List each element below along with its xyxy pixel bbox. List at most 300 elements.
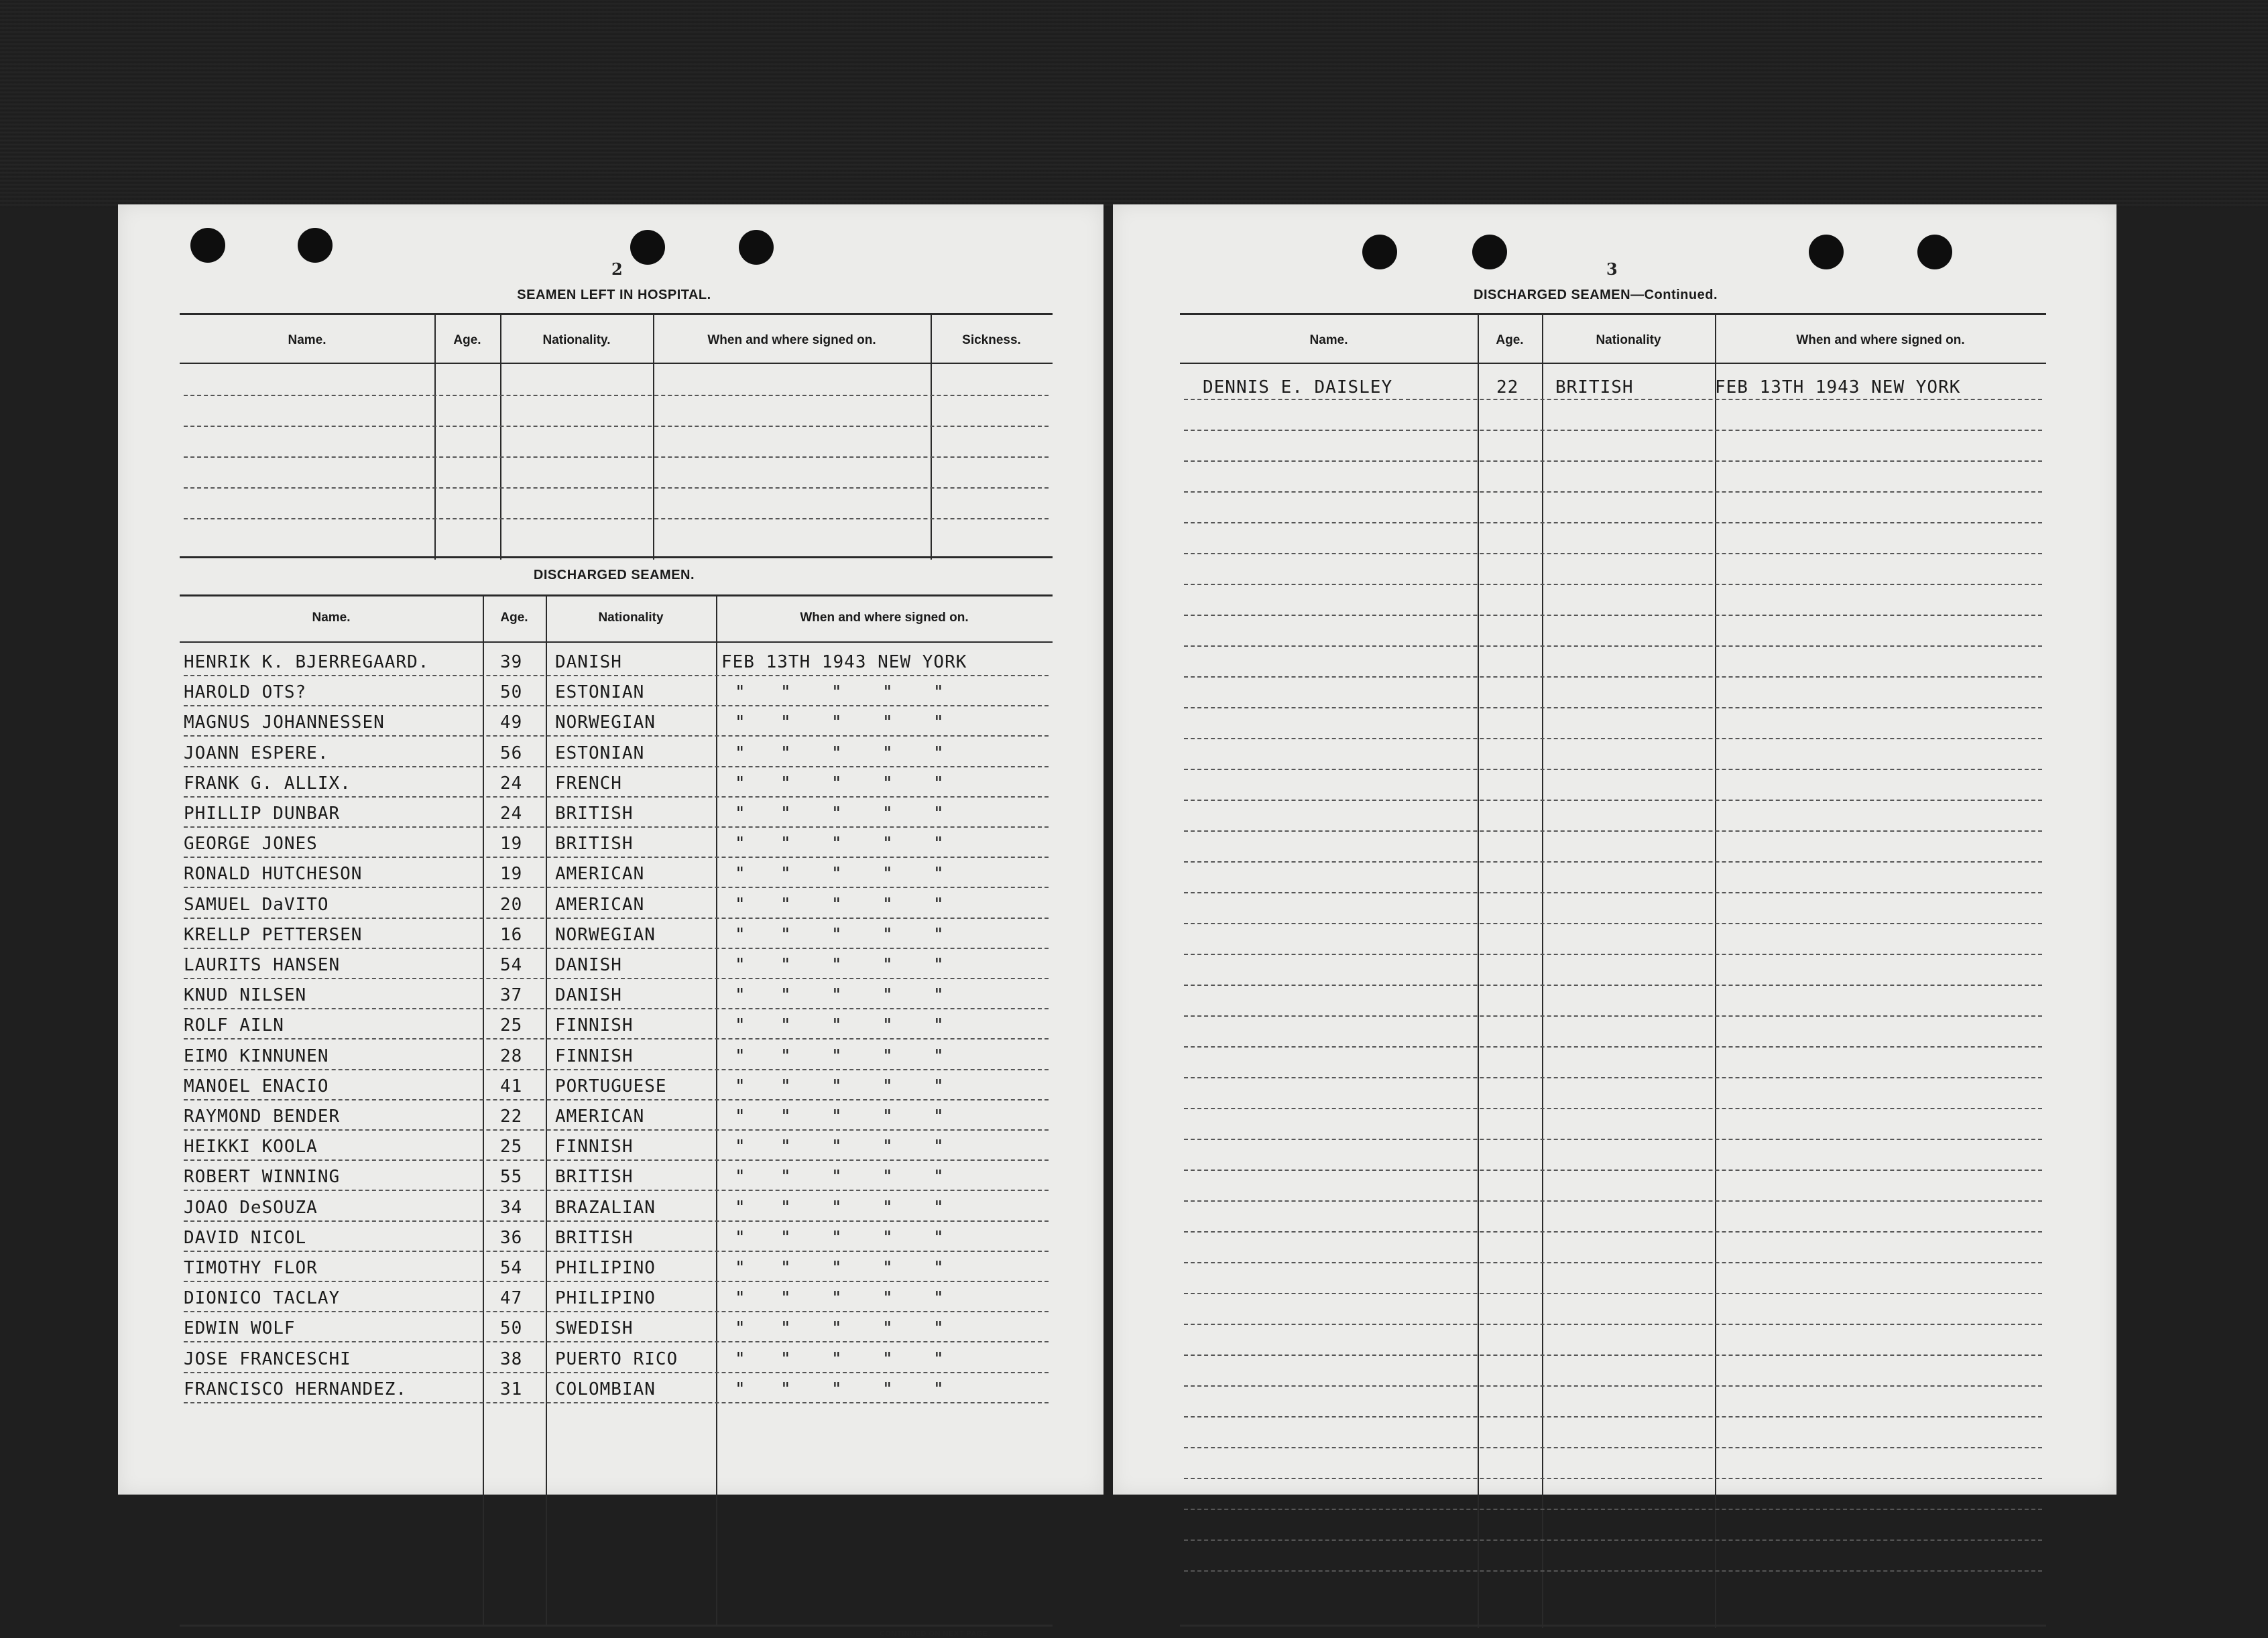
ditto-mark: " xyxy=(933,773,944,794)
ditto-mark: " xyxy=(780,773,791,794)
seaman-name: PHILLIP DUNBAR xyxy=(184,804,341,824)
ditto-mark: " xyxy=(882,773,893,794)
blank-row xyxy=(1184,399,2042,400)
ditto-mark: " xyxy=(933,925,944,945)
seaman-nationality: FINNISH xyxy=(555,1015,634,1035)
ditto-mark: " xyxy=(831,1107,842,1127)
ditto-mark: " xyxy=(933,834,944,854)
column-divider xyxy=(546,594,547,1625)
seaman-nationality: FINNISH xyxy=(555,1137,634,1157)
seaman-name: JOAO DeSOUZA xyxy=(184,1198,318,1218)
ditto-mark: " xyxy=(933,1318,944,1338)
punch-hole xyxy=(1362,235,1397,269)
ditto-mark: " xyxy=(831,1046,842,1066)
blank-row xyxy=(1184,1262,2042,1263)
row-rule xyxy=(184,918,1049,919)
ditto-mark: " xyxy=(735,1046,745,1066)
column-divider xyxy=(500,313,501,560)
ditto-mark: " xyxy=(882,1198,893,1218)
seaman-name: ROBERT WINNING xyxy=(184,1167,341,1187)
row-rule xyxy=(184,1220,1049,1222)
column-divider xyxy=(931,313,932,560)
column-divider xyxy=(1542,313,1543,1628)
blank-row xyxy=(1184,1539,2042,1541)
ditto-mark: " xyxy=(831,1015,842,1035)
seaman-nationality: BRITISH xyxy=(555,834,634,854)
seaman-name: HEIKKI KOOLA xyxy=(184,1137,318,1157)
ditto-mark: " xyxy=(831,1379,842,1399)
seaman-nationality: DANISH xyxy=(555,955,622,975)
seaman-nationality: BRITISH xyxy=(555,1228,634,1248)
entry-age: 22 xyxy=(1496,377,1519,397)
ditto-mark: " xyxy=(831,743,842,763)
ditto-mark: " xyxy=(735,1107,745,1127)
blank-row xyxy=(1184,553,2042,554)
continued-note: CONTINUED ON NEXT PAGE. xyxy=(880,1630,991,1638)
ditto-mark: " xyxy=(831,1288,842,1308)
blank-row xyxy=(184,395,1049,396)
seaman-age: 36 xyxy=(500,1228,523,1248)
col-header-name: Name. xyxy=(288,333,326,347)
blank-row xyxy=(184,487,1049,489)
ditto-mark: " xyxy=(933,712,944,733)
row-rule xyxy=(184,705,1049,706)
punch-hole xyxy=(298,228,333,263)
blank-row xyxy=(1184,645,2042,647)
blank-row xyxy=(1184,769,2042,770)
seaman-nationality: DANISH xyxy=(555,652,622,672)
row-rule xyxy=(184,1402,1049,1403)
ditto-mark: " xyxy=(933,1046,944,1066)
row-rule xyxy=(184,1281,1049,1282)
blank-row xyxy=(1184,1509,2042,1510)
seaman-age: 49 xyxy=(500,712,523,733)
col-header-name: Name. xyxy=(312,611,351,625)
ditto-mark: " xyxy=(933,1379,944,1399)
ditto-mark: " xyxy=(780,743,791,763)
seaman-age: 28 xyxy=(500,1046,523,1066)
ditto-mark: " xyxy=(831,1137,842,1157)
seaman-age: 19 xyxy=(500,834,523,854)
seaman-name: TIMOTHY FLOR xyxy=(184,1258,318,1278)
col-header-nationality: Nationality. xyxy=(542,333,611,347)
ditto-mark: " xyxy=(831,1198,842,1218)
blank-row xyxy=(1184,1200,2042,1202)
blank-row xyxy=(184,456,1049,458)
ditto-mark: " xyxy=(882,1015,893,1035)
entry-name: DENNIS E. DAISLEY xyxy=(1203,377,1393,397)
row-rule xyxy=(184,948,1049,949)
column-divider xyxy=(1715,313,1716,1628)
ditto-mark: " xyxy=(882,864,893,884)
discharged-section-title: DISCHARGED SEAMEN. xyxy=(533,568,695,582)
ditto-mark: " xyxy=(735,985,745,1005)
seaman-name: FRANK G. ALLIX. xyxy=(184,773,351,794)
ditto-mark: " xyxy=(780,1015,791,1035)
continued-section-title: DISCHARGED SEAMEN—Continued. xyxy=(1474,288,1718,302)
row-rule xyxy=(184,1311,1049,1312)
ditto-mark: " xyxy=(735,864,745,884)
ditto-mark: " xyxy=(933,1198,944,1218)
table-rule xyxy=(180,363,1053,364)
table-rule xyxy=(180,313,1053,315)
ditto-mark: " xyxy=(831,895,842,915)
seaman-age: 38 xyxy=(500,1349,523,1369)
scan-background xyxy=(0,0,2268,208)
blank-row xyxy=(1184,830,2042,832)
ditto-mark: " xyxy=(735,834,745,854)
row-rule xyxy=(184,1129,1049,1131)
seaman-name: JOSE FRANCESCHI xyxy=(184,1349,351,1369)
ditto-mark: " xyxy=(780,834,791,854)
seaman-name: EIMO KINNUNEN xyxy=(184,1046,329,1066)
seaman-nationality: AMERICAN xyxy=(555,1107,645,1127)
ditto-mark: " xyxy=(882,743,893,763)
blank-row xyxy=(1184,923,2042,924)
blank-row xyxy=(1184,1170,2042,1171)
ditto-mark: " xyxy=(882,955,893,975)
ditto-mark: " xyxy=(933,1076,944,1096)
row-rule xyxy=(184,1341,1049,1342)
blank-row xyxy=(1184,1354,2042,1356)
ditto-mark: " xyxy=(780,1107,791,1127)
blank-row xyxy=(1184,1015,2042,1017)
right-page xyxy=(1113,204,2116,1495)
col-header-nationality: Nationality xyxy=(598,611,664,625)
blank-row xyxy=(1184,615,2042,616)
seaman-nationality: PHILIPINO xyxy=(555,1288,656,1308)
blank-row xyxy=(1184,1108,2042,1109)
row-rule xyxy=(184,675,1049,676)
table-rule xyxy=(180,1625,1053,1627)
ditto-mark: " xyxy=(882,1379,893,1399)
col-header-signed-on: When and where signed on. xyxy=(800,611,969,625)
ditto-mark: " xyxy=(831,1228,842,1248)
col-header-age: Age. xyxy=(1496,333,1524,347)
row-rule xyxy=(184,1251,1049,1252)
seaman-name: SAMUEL DaVITO xyxy=(184,895,329,915)
col-header-age: Age. xyxy=(500,611,528,625)
seaman-age: 39 xyxy=(500,652,523,672)
seaman-nationality: PORTUGUESE xyxy=(555,1076,667,1096)
ditto-mark: " xyxy=(780,985,791,1005)
seaman-nationality: PUERTO RICO xyxy=(555,1349,678,1369)
ditto-mark: " xyxy=(882,1137,893,1157)
seaman-age: 25 xyxy=(500,1137,523,1157)
ditto-mark: " xyxy=(780,1076,791,1096)
ditto-mark: " xyxy=(735,1137,745,1157)
seaman-nationality: ESTONIAN xyxy=(555,682,645,702)
ditto-mark: " xyxy=(780,864,791,884)
ditto-mark: " xyxy=(735,712,745,733)
col-header-nationality: Nationality xyxy=(1596,333,1661,347)
ditto-mark: " xyxy=(831,1318,842,1338)
seaman-name: RAYMOND BENDER xyxy=(184,1107,341,1127)
ditto-mark: " xyxy=(780,1349,791,1369)
ditto-mark: " xyxy=(831,834,842,854)
blank-row xyxy=(1184,1385,2042,1387)
blank-row xyxy=(1184,676,2042,678)
col-header-sickness: Sickness. xyxy=(962,333,1021,347)
seaman-nationality: AMERICAN xyxy=(555,864,645,884)
ditto-mark: " xyxy=(831,682,842,702)
punch-hole xyxy=(1809,235,1844,269)
ditto-mark: " xyxy=(882,1288,893,1308)
seaman-nationality: BRITISH xyxy=(555,1167,634,1187)
ditto-mark: " xyxy=(735,1228,745,1248)
blank-row xyxy=(1184,1324,2042,1325)
row-rule xyxy=(184,1069,1049,1070)
ditto-mark: " xyxy=(933,804,944,824)
seaman-age: 41 xyxy=(500,1076,523,1096)
ditto-mark: " xyxy=(831,1167,842,1187)
blank-row xyxy=(1184,707,2042,708)
ditto-mark: " xyxy=(735,1288,745,1308)
ditto-mark: " xyxy=(882,1167,893,1187)
seaman-nationality: DANISH xyxy=(555,985,622,1005)
seaman-nationality: BRAZALIAN xyxy=(555,1198,656,1218)
ditto-mark: " xyxy=(882,925,893,945)
ditto-mark: " xyxy=(882,985,893,1005)
column-divider xyxy=(434,313,436,560)
seaman-name: JOANN ESPERE. xyxy=(184,743,329,763)
ditto-mark: " xyxy=(882,1076,893,1096)
ditto-mark: " xyxy=(882,1107,893,1127)
seaman-name: KNUD NILSEN xyxy=(184,985,307,1005)
ditto-mark: " xyxy=(735,804,745,824)
seaman-name: HAROLD OTS? xyxy=(184,682,307,702)
ditto-mark: " xyxy=(780,804,791,824)
blank-row xyxy=(1184,1293,2042,1294)
col-header-age: Age. xyxy=(453,333,481,347)
ditto-mark: " xyxy=(831,985,842,1005)
ditto-mark: " xyxy=(933,682,944,702)
seaman-nationality: BRITISH xyxy=(555,804,634,824)
ditto-mark: " xyxy=(831,712,842,733)
ditto-mark: " xyxy=(780,1167,791,1187)
punch-hole xyxy=(739,230,774,265)
row-rule xyxy=(184,1008,1049,1009)
seaman-nationality: NORWEGIAN xyxy=(555,712,656,733)
table-rule xyxy=(180,594,1053,596)
row-rule xyxy=(184,766,1049,767)
seaman-nationality: FRENCH xyxy=(555,773,622,794)
seaman-age: 55 xyxy=(500,1167,523,1187)
blank-row xyxy=(184,518,1049,519)
seaman-nationality: AMERICAN xyxy=(555,895,645,915)
blank-row xyxy=(1184,1046,2042,1048)
col-header-signed-on: When and where signed on. xyxy=(707,333,876,347)
blank-row xyxy=(1184,1570,2042,1572)
blank-row xyxy=(1184,584,2042,585)
ditto-mark: " xyxy=(831,864,842,884)
ditto-mark: " xyxy=(882,1258,893,1278)
table-rule xyxy=(1180,313,2046,315)
ditto-mark: " xyxy=(780,955,791,975)
hospital-section-title: SEAMEN LEFT IN HOSPITAL. xyxy=(517,288,711,302)
seaman-nationality: FINNISH xyxy=(555,1046,634,1066)
row-rule xyxy=(184,826,1049,828)
page-number: 2 xyxy=(611,259,623,279)
ditto-mark: " xyxy=(882,804,893,824)
ditto-mark: " xyxy=(735,743,745,763)
page-number: 3 xyxy=(1606,259,1618,279)
row-rule xyxy=(184,735,1049,737)
ditto-mark: " xyxy=(780,1258,791,1278)
row-rule xyxy=(184,1372,1049,1373)
blank-row xyxy=(1184,954,2042,955)
blank-row xyxy=(1184,800,2042,801)
seaman-age: 34 xyxy=(500,1198,523,1218)
column-divider xyxy=(1478,313,1479,1628)
row-rule xyxy=(184,1190,1049,1191)
ditto-mark: " xyxy=(933,864,944,884)
punch-hole xyxy=(630,230,665,265)
ditto-mark: " xyxy=(933,1167,944,1187)
ditto-mark: " xyxy=(735,955,745,975)
ditto-mark: " xyxy=(735,1349,745,1369)
ditto-mark: " xyxy=(780,682,791,702)
ditto-mark: " xyxy=(735,1076,745,1096)
seaman-name: FRANCISCO HERNANDEZ. xyxy=(184,1379,408,1399)
ditto-mark: " xyxy=(882,1318,893,1338)
blank-row xyxy=(1184,1231,2042,1233)
ditto-mark: " xyxy=(831,925,842,945)
blank-row xyxy=(1184,985,2042,986)
seaman-name: HENRIK K. BJERREGAARD. xyxy=(184,652,430,672)
ditto-mark: " xyxy=(735,773,745,794)
seaman-age: 31 xyxy=(500,1379,523,1399)
ditto-mark: " xyxy=(933,1349,944,1369)
table-rule xyxy=(180,641,1053,643)
blank-row xyxy=(1184,491,2042,493)
ditto-mark: " xyxy=(882,712,893,733)
seaman-age: 25 xyxy=(500,1015,523,1035)
ditto-mark: " xyxy=(735,1379,745,1399)
seaman-age: 47 xyxy=(500,1288,523,1308)
row-rule xyxy=(184,1038,1049,1040)
ditto-mark: " xyxy=(882,1228,893,1248)
row-rule xyxy=(184,1099,1049,1100)
seaman-name: GEORGE JONES xyxy=(184,834,318,854)
table-rule xyxy=(180,556,1053,558)
ditto-mark: " xyxy=(780,1137,791,1157)
seaman-age: 56 xyxy=(500,743,523,763)
seaman-name: RONALD HUTCHESON xyxy=(184,864,363,884)
seaman-nationality: NORWEGIAN xyxy=(555,925,656,945)
ditto-mark: " xyxy=(780,1379,791,1399)
ditto-mark: " xyxy=(933,985,944,1005)
seaman-age: 24 xyxy=(500,773,523,794)
ditto-mark: " xyxy=(735,895,745,915)
seaman-name: MANOEL ENACIO xyxy=(184,1076,329,1096)
seaman-name: ROLF AILN xyxy=(184,1015,284,1035)
row-rule xyxy=(184,887,1049,888)
ditto-mark: " xyxy=(933,1288,944,1308)
entry-signed-on: FEB 13TH 1943 NEW YORK xyxy=(1715,377,1961,397)
blank-row xyxy=(1184,1077,2042,1078)
punch-hole xyxy=(1917,235,1952,269)
col-header-name: Name. xyxy=(1309,333,1348,347)
seaman-age: 24 xyxy=(500,804,523,824)
seaman-name: MAGNUS JOHANNESSEN xyxy=(184,712,385,733)
blank-row xyxy=(1184,1416,2042,1418)
ditto-mark: " xyxy=(780,1046,791,1066)
seaman-name: LAURITS HANSEN xyxy=(184,955,341,975)
ditto-mark: " xyxy=(735,1318,745,1338)
ditto-mark: " xyxy=(780,925,791,945)
blank-row xyxy=(1184,892,2042,893)
column-divider xyxy=(716,594,717,1625)
row-rule xyxy=(184,857,1049,858)
ditto-mark: " xyxy=(780,1228,791,1248)
seaman-name: KRELLP PETTERSEN xyxy=(184,925,363,945)
seaman-signed-on: FEB 13TH 1943 NEW YORK xyxy=(721,652,967,672)
ditto-mark: " xyxy=(735,682,745,702)
seaman-nationality: COLOMBIAN xyxy=(555,1379,656,1399)
blank-row xyxy=(1184,1447,2042,1448)
ditto-mark: " xyxy=(831,804,842,824)
seaman-age: 20 xyxy=(500,895,523,915)
seaman-age: 50 xyxy=(500,1318,523,1338)
table-rule xyxy=(1180,363,2046,364)
ditto-mark: " xyxy=(933,955,944,975)
seaman-age: 16 xyxy=(500,925,523,945)
ditto-mark: " xyxy=(780,1318,791,1338)
ditto-mark: " xyxy=(780,895,791,915)
seaman-age: 22 xyxy=(500,1107,523,1127)
ditto-mark: " xyxy=(933,1258,944,1278)
seaman-name: DAVID NICOL xyxy=(184,1228,307,1248)
ditto-mark: " xyxy=(933,1107,944,1127)
ditto-mark: " xyxy=(882,1046,893,1066)
row-rule xyxy=(184,978,1049,979)
ditto-mark: " xyxy=(735,1015,745,1035)
ditto-mark: " xyxy=(933,1015,944,1035)
ditto-mark: " xyxy=(933,1137,944,1157)
ditto-mark: " xyxy=(831,1349,842,1369)
row-rule xyxy=(184,1159,1049,1161)
blank-row xyxy=(1184,522,2042,523)
blank-row xyxy=(1184,1139,2042,1140)
left-page xyxy=(118,204,1103,1638)
blank-row xyxy=(184,426,1049,427)
ditto-mark: " xyxy=(735,1167,745,1187)
blank-row xyxy=(1184,460,2042,462)
blank-row xyxy=(1184,430,2042,431)
column-divider xyxy=(483,594,484,1625)
seaman-age: 50 xyxy=(500,682,523,702)
ditto-mark: " xyxy=(735,1198,745,1218)
seaman-age: 54 xyxy=(500,1258,523,1278)
ditto-mark: " xyxy=(882,682,893,702)
ditto-mark: " xyxy=(831,1258,842,1278)
seaman-nationality: PHILIPINO xyxy=(555,1258,656,1278)
seaman-nationality: SWEDISH xyxy=(555,1318,634,1338)
entry-nationality: BRITISH xyxy=(1555,377,1634,397)
ditto-mark: " xyxy=(831,955,842,975)
table-rule xyxy=(1180,1625,2046,1627)
col-header-signed-on: When and where signed on. xyxy=(1796,333,1965,347)
blank-row xyxy=(1184,738,2042,739)
seaman-name: EDWIN WOLF xyxy=(184,1318,296,1338)
ditto-mark: " xyxy=(882,834,893,854)
column-divider xyxy=(653,313,654,560)
seaman-age: 19 xyxy=(500,864,523,884)
seaman-age: 37 xyxy=(500,985,523,1005)
punch-hole xyxy=(1472,235,1507,269)
ditto-mark: " xyxy=(882,1349,893,1369)
